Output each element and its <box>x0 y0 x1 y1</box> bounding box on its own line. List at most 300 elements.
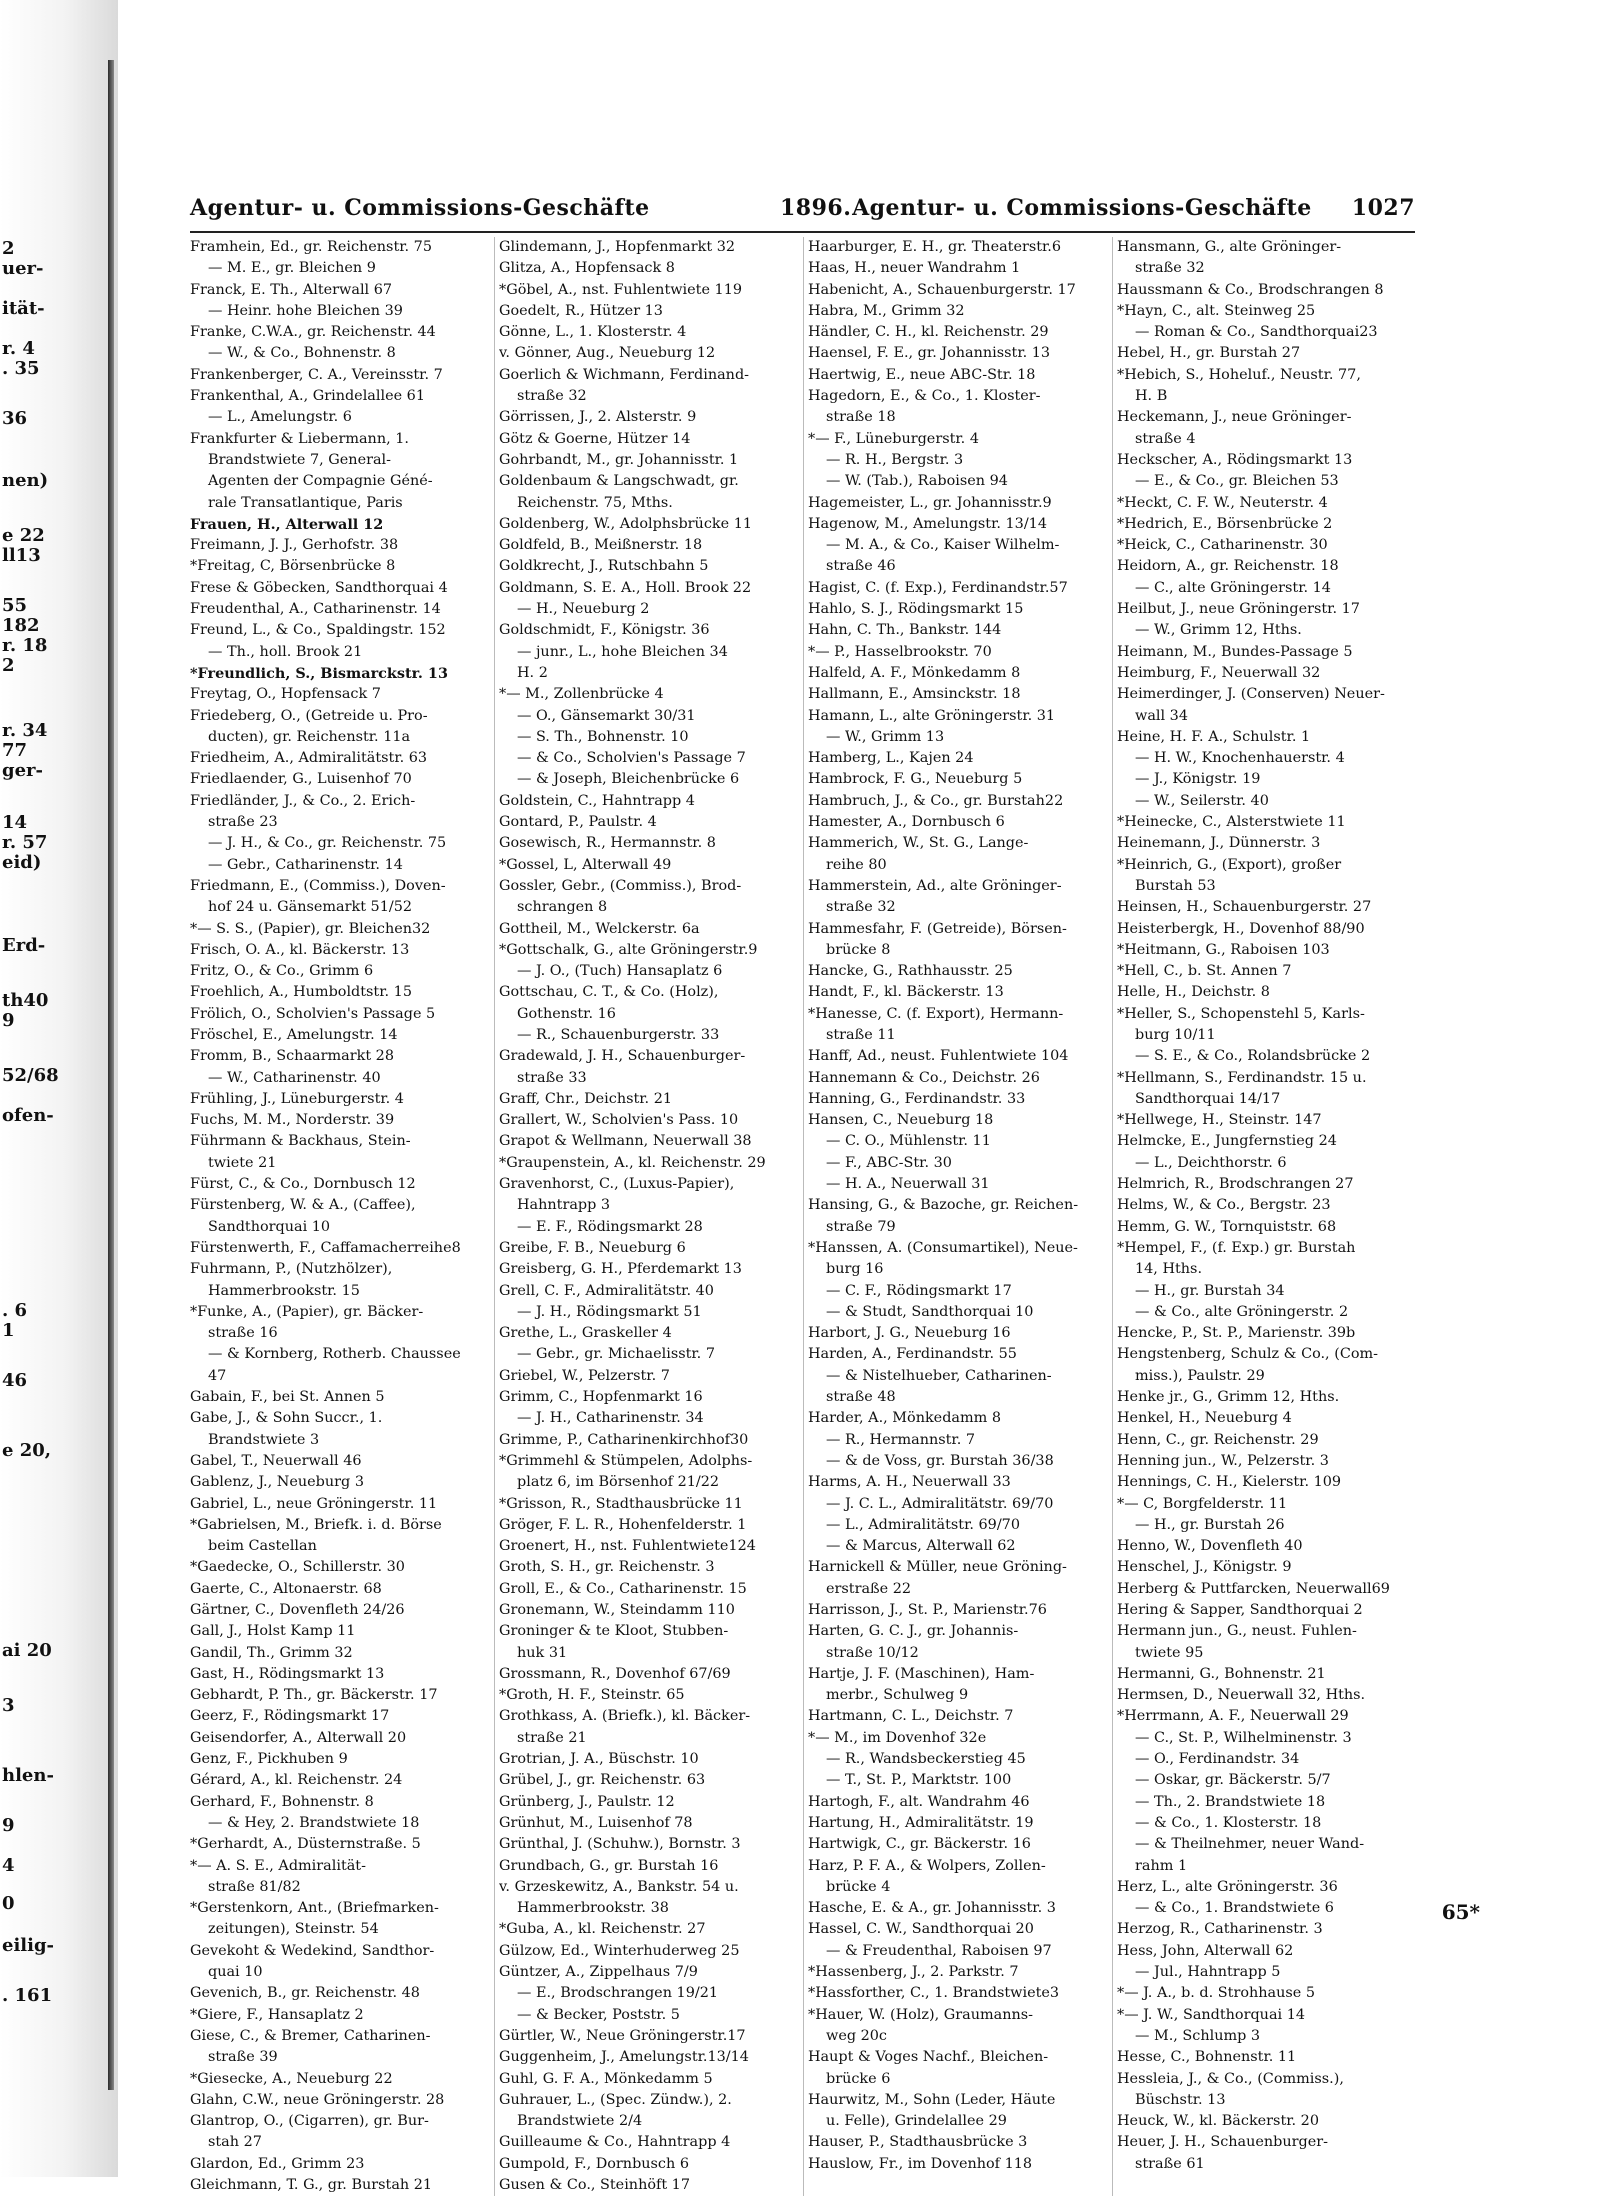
directory-entry: — E., Brodschrangen 19/21 <box>517 1985 719 2002</box>
directory-entry: straße 11 <box>826 1026 896 1043</box>
directory-entry: Herzog, R., Catharinenstr. 3 <box>1117 1921 1323 1938</box>
directory-entry: Halfeld, A. F., Mönkedamm 8 <box>808 664 1021 681</box>
directory-entry: Glardon, Ed., Grimm 23 <box>190 2155 365 2172</box>
directory-entry: — & Kornberg, Rotherb. Chaussee <box>208 1346 461 1363</box>
directory-entry: Haertwig, E., neue ABC-Str. 18 <box>808 366 1036 383</box>
directory-entry: Heimann, M., Bundes-Passage 5 <box>1117 643 1353 660</box>
directory-entry: Hartmann, C. L., Deichstr. 7 <box>808 1708 1014 1725</box>
directory-entry: Freimann, J. J., Gerhofstr. 38 <box>190 537 399 554</box>
directory-entry: *Hassforther, C., 1. Brandstwiete3 <box>808 1985 1060 2002</box>
directory-entry: Goldenberg, W., Adolphsbrücke 11 <box>499 515 753 532</box>
directory-entry: H. 2 <box>517 664 548 681</box>
directory-entry: Gleichmann, T. G., gr. Burstah 21 <box>190 2177 433 2194</box>
directory-entry: burg 10/11 <box>1135 1026 1216 1043</box>
directory-entry: platz 6, im Börsenhof 21/22 <box>517 1474 720 1491</box>
directory-entry: Hartogh, F., alt. Wandrahm 46 <box>808 1793 1030 1810</box>
directory-entry: Gröger, F. L. R., Hohenfelderstr. 1 <box>499 1516 747 1533</box>
directory-entry: Hanning, G., Ferdinandstr. 33 <box>808 1090 1026 1107</box>
directory-entry: hof 24 u. Gänsemarkt 51/52 <box>208 899 413 916</box>
directory-entry: Frankenthal, A., Grindelallee 61 <box>190 388 425 405</box>
directory-entry: burg 16 <box>826 1261 884 1278</box>
directory-entry: Grimm, C., Hopfenmarkt 16 <box>499 1389 703 1406</box>
directory-entry: straße 32 <box>826 899 896 916</box>
previous-page-fragment: uer- <box>2 258 44 279</box>
directory-entry: Brandstwiete 3 <box>208 1431 320 1448</box>
directory-entry: Hagedorn, E., & Co., 1. Kloster- <box>808 388 1041 405</box>
directory-entry: Haas, H., neuer Wandrahm 1 <box>808 260 1021 277</box>
directory-entry: Grünthal, J. (Schuhw.), Bornstr. 3 <box>499 1836 741 1853</box>
directory-entry: Gerhard, F., Bohnenstr. 8 <box>190 1793 374 1810</box>
directory-entry: Hermanni, G., Bohnenstr. 21 <box>1117 1665 1326 1682</box>
directory-entry: Harms, A. H., Neuerwall 33 <box>808 1474 1011 1491</box>
directory-entry: Guilleaume & Co., Hahntrapp 4 <box>499 2134 731 2151</box>
directory-entry: straße 33 <box>517 1069 587 1086</box>
directory-entry: Goldenbaum & Langschwadt, gr. <box>499 473 739 490</box>
directory-entry: — & Joseph, Bleichenbrücke 6 <box>517 771 740 788</box>
directory-entry: Gürtler, W., Neue Gröningerstr.17 <box>499 2027 746 2044</box>
directory-entry: Gevenich, B., gr. Reichenstr. 48 <box>190 1985 420 2002</box>
directory-entry: Görrissen, J., 2. Alsterstr. 9 <box>499 409 697 426</box>
directory-entry: — E. F., Rödingsmarkt 28 <box>517 1218 703 1235</box>
directory-entry: *Graupenstein, A., kl. Reichenstr. 29 <box>499 1154 766 1171</box>
previous-page-fragment: . 161 <box>2 1985 53 2006</box>
directory-entry: Grünhut, M., Luisenhof 78 <box>499 1814 693 1831</box>
directory-entry: Hammesfahr, F. (Getreide), Börsen- <box>808 920 1067 937</box>
directory-entry: Grothkass, A. (Briefk.), kl. Bäcker- <box>499 1708 751 1725</box>
directory-entry: Frühling, J., Lüneburgerstr. 4 <box>190 1090 404 1107</box>
directory-entry: — Oskar, gr. Bäckerstr. 5/7 <box>1135 1772 1331 1789</box>
directory-entry: miss.), Paulstr. 29 <box>1135 1367 1265 1384</box>
directory-entry: 47 <box>208 1367 227 1384</box>
directory-entry: Friedeberg, O., (Getreide u. Pro- <box>190 707 428 724</box>
page-number: 1027 <box>1351 195 1415 221</box>
directory-entry: huk 31 <box>517 1644 568 1661</box>
directory-entry: Grünberg, J., Paulstr. 12 <box>499 1793 675 1810</box>
directory-entry: Goldschmidt, F., Königstr. 36 <box>499 622 710 639</box>
directory-entry: — R., Hermannstr. 7 <box>826 1431 975 1448</box>
directory-entry: Helmcke, E., Jungfernstieg 24 <box>1117 1133 1337 1150</box>
directory-entry: — M. A., & Co., Kaiser Wilhelm- <box>826 537 1060 554</box>
directory-entry: Gebhardt, P. Th., gr. Bäckerstr. 17 <box>190 1687 438 1704</box>
directory-entry: *Grisson, R., Stadthausbrücke 11 <box>499 1495 743 1512</box>
year-label: 1896. <box>780 195 852 221</box>
directory-entry: Heuer, J. H., Schauenburger- <box>1117 2134 1329 2151</box>
directory-entry: straße 4 <box>1135 430 1196 447</box>
directory-entry: straße 79 <box>826 1218 896 1235</box>
directory-entry: *— M., im Dovenhof 32e <box>808 1729 987 1746</box>
directory-entry: Hansing, G., & Bazoche, gr. Reichen- <box>808 1197 1079 1214</box>
directory-entry: Hambruch, J., & Co., gr. Burstah22 <box>808 792 1064 809</box>
directory-entry: Burstah 53 <box>1135 877 1216 894</box>
previous-page-fragment: ität- <box>2 298 45 319</box>
directory-entry: Hannemann & Co., Deichstr. 26 <box>808 1069 1040 1086</box>
directory-entry: Hagenow, M., Amelungstr. 13/14 <box>808 515 1047 532</box>
directory-entry: — & Theilnehmer, neuer Wand- <box>1135 1836 1365 1853</box>
previous-page-fragment: eid) <box>2 852 42 873</box>
directory-entry: — Jul., Hahntrapp 5 <box>1135 1964 1281 1981</box>
directory-entry: Haarburger, E. H., gr. Theaterstr.6 <box>808 239 1062 255</box>
directory-entry: H. B <box>1135 388 1168 405</box>
directory-entry: straße 21 <box>517 1729 587 1746</box>
directory-entry: Gabriel, L., neue Gröningerstr. 11 <box>190 1495 438 1512</box>
directory-entry: Hesse, C., Bohnenstr. 11 <box>1117 2049 1297 2066</box>
directory-entry: *Freitag, C, Börsenbrücke 8 <box>190 558 396 575</box>
directory-entry: Geerz, F., Rödingsmarkt 17 <box>190 1708 390 1725</box>
directory-entry: Gülzow, Ed., Winterhuderweg 25 <box>499 1942 740 1959</box>
directory-entry: Fritz, O., & Co., Grimm 6 <box>190 963 374 980</box>
previous-page-fragment: Erd- <box>2 935 46 956</box>
directory-entry: Hambrock, F. G., Neueburg 5 <box>808 771 1023 788</box>
directory-entry: Goldmann, S. E. A., Holl. Brook 22 <box>499 579 752 596</box>
previous-page-fragment: . 6 <box>2 1300 28 1321</box>
directory-entry: *Heinrich, G., (Export), großer <box>1117 856 1342 873</box>
directory-entry: Gevekoht & Wedekind, Sandthor- <box>190 1942 435 1959</box>
directory-entry: *Heckt, C. F. W., Neuterstr. 4 <box>1117 494 1328 511</box>
directory-entry: brücke 6 <box>826 2070 891 2087</box>
directory-entry: Hartje, J. F. (Maschinen), Ham- <box>808 1665 1035 1682</box>
previous-page-fragment: 1 <box>2 1320 15 1341</box>
column-1 <box>190 237 488 2196</box>
directory-entry: zeitungen), Steinstr. 54 <box>208 1921 379 1938</box>
directory-entry: — C., St. P., Wilhelminenstr. 3 <box>1135 1729 1352 1746</box>
directory-entry: *Hempel, F., (f. Exp.) gr. Burstah <box>1117 1239 1356 1256</box>
previous-page-fragment: r. 34 <box>2 720 48 741</box>
directory-entry: — H., gr. Burstah 26 <box>1135 1516 1285 1533</box>
directory-entry: — & Studt, Sandthorquai 10 <box>826 1303 1034 1320</box>
directory-entry: Glitza, A., Hopfensack 8 <box>499 260 675 277</box>
directory-entry: Gabain, F., bei St. Annen 5 <box>190 1389 385 1406</box>
directory-entry: Hansen, C., Neueburg 18 <box>808 1112 994 1129</box>
directory-entry: *— S. S., (Papier), gr. Bleichen32 <box>190 920 431 937</box>
directory-entry: Hamester, A., Dornbusch 6 <box>808 814 1005 831</box>
directory-entry: — E., & Co., gr. Bleichen 53 <box>1135 473 1339 490</box>
directory-entry: beim Castellan <box>208 1538 317 1555</box>
directory-entry: *Hellmann, S., Ferdinandstr. 15 u. <box>1117 1069 1367 1086</box>
directory-entry: *— M., Zollenbrücke 4 <box>499 686 664 703</box>
directory-entry: — W. (Tab.), Raboisen 94 <box>826 473 1008 490</box>
directory-entry: *— P., Hasselbrookstr. 70 <box>808 643 992 660</box>
directory-entry: *Hedrich, E., Börsenbrücke 2 <box>1117 515 1333 532</box>
directory-entry: Hauslow, Fr., im Dovenhof 118 <box>808 2155 1033 2172</box>
directory-entry: Fuhrmann, P., (Nutzhölzer), <box>190 1261 393 1278</box>
directory-entry: Gabe, J., & Sohn Succr., 1. <box>190 1410 383 1427</box>
signature-mark: 65* <box>1441 1900 1480 1924</box>
directory-entry: *Funke, A., (Papier), gr. Bäcker- <box>190 1303 424 1320</box>
directory-entry: stah 27 <box>208 2134 262 2151</box>
directory-entry: — W., Catharinenstr. 40 <box>208 1069 381 1086</box>
directory-entry: Henning jun., W., Pelzerstr. 3 <box>1117 1452 1329 1469</box>
previous-page-fragment: 52/68 <box>2 1065 59 1086</box>
directory-entry: Geisendorfer, A., Alterwall 20 <box>190 1729 407 1746</box>
directory-entry: — C., alte Gröningerstr. 14 <box>1135 579 1331 596</box>
running-header <box>190 195 1415 227</box>
directory-entry: Gottheil, M., Welckerstr. 6a <box>499 920 700 937</box>
directory-entry: *Hassenberg, J., 2. Parkstr. 7 <box>808 1964 1019 1981</box>
directory-entry: Fürstenberg, W. & A., (Caffee), <box>190 1197 416 1214</box>
directory-entry: Hencke, P., St. P., Marienstr. 39b <box>1117 1325 1356 1342</box>
directory-entry: Groenert, H., nst. Fuhlentwiete124 <box>499 1538 756 1555</box>
directory-entry: Habra, M., Grimm 32 <box>808 302 965 319</box>
previous-page-fragment: r. 57 <box>2 832 48 853</box>
previous-page-fragment: hlen- <box>2 1765 54 1786</box>
directory-entry: Agenten der Compagnie Géné- <box>208 473 433 490</box>
directory-entry: Hanff, Ad., neust. Fuhlentwiete 104 <box>808 1048 1069 1065</box>
previous-page-fragment: 36 <box>2 408 28 429</box>
directory-entry: Hermann jun., G., neust. Fuhlen- <box>1117 1623 1357 1640</box>
directory-entry: — & Co., Scholvien's Passage 7 <box>517 750 746 767</box>
directory-entry: Hamberg, L., Kajen 24 <box>808 750 974 767</box>
directory-entry: Gérard, A., kl. Reichenstr. 24 <box>190 1772 403 1789</box>
directory-entry: Gradewald, J. H., Schauenburger- <box>499 1048 746 1065</box>
directory-entry: Gandil, Th., Grimm 32 <box>190 1644 353 1661</box>
directory-entry: *— J. A., b. d. Strohhause 5 <box>1117 1985 1315 2002</box>
directory-entry: — O., Ferdinandstr. 34 <box>1135 1751 1300 1768</box>
directory-entry: — & Hey, 2. Brandstwiete 18 <box>208 1814 420 1831</box>
directory-entry: Hahntrapp 3 <box>517 1197 611 1214</box>
directory-entry: Hess, John, Alterwall 62 <box>1117 1942 1294 1959</box>
directory-entry: — W., & Co., Bohnenstr. 8 <box>208 345 396 362</box>
directory-entry: Friedlaender, G., Luisenhof 70 <box>190 771 412 788</box>
directory-entry: Hartwigk, C., gr. Bäckerstr. 16 <box>808 1836 1031 1853</box>
previous-page-fragment: 0 <box>2 1893 15 1914</box>
directory-entry: Harz, P. F. A., & Wolpers, Zollen- <box>808 1857 1046 1874</box>
directory-entry: Hemm, G. W., Tornquiststr. 68 <box>1117 1218 1337 1235</box>
directory-entry: *Hauer, W. (Holz), Graumanns- <box>808 2006 1033 2023</box>
directory-entry: — L., Admiralitätstr. 69/70 <box>826 1516 1020 1533</box>
directory-entry: *Gossel, L, Alterwall 49 <box>499 856 672 873</box>
directory-entry: Grapot & Wellmann, Neuerwall 38 <box>499 1133 752 1150</box>
directory-entry: Heimerdinger, J. (Conserven) Neuer- <box>1117 686 1385 703</box>
directory-entry: Gumpold, F., Dornbusch 6 <box>499 2155 689 2172</box>
previous-page-fragment: e 20, <box>2 1440 52 1461</box>
directory-entry: Harden, A., Ferdinandstr. 55 <box>808 1346 1017 1363</box>
directory-entry: straße 81/82 <box>208 1878 301 1895</box>
directory-entry: Guggenheim, J., Amelungstr.13/14 <box>499 2049 749 2066</box>
directory-entry: — & Co., alte Gröningerstr. 2 <box>1135 1303 1349 1320</box>
directory-entry: *Gerhardt, A., Düsternstraße. 5 <box>190 1836 421 1853</box>
directory-entry: — M. E., gr. Bleichen 9 <box>208 260 376 277</box>
directory-entry: Heuck, W., kl. Bäckerstr. 20 <box>1117 2113 1319 2130</box>
column-4 <box>1112 237 1415 2196</box>
directory-entry: *Göbel, A., nst. Fuhlentwiete 119 <box>499 281 743 298</box>
directory-entry: Sandthorquai 14/17 <box>1135 1090 1281 1107</box>
directory-entry: Gosewisch, R., Hermannstr. 8 <box>499 835 716 852</box>
directory-entry: — Gebr., gr. Michaelisstr. 7 <box>517 1346 715 1363</box>
directory-entry: *Gaedecke, O., Schillerstr. 30 <box>190 1559 405 1576</box>
directory-entry: Groth, S. H., gr. Reichenstr. 3 <box>499 1559 715 1576</box>
column-3 <box>803 237 1106 2196</box>
directory-entry: Hahn, C. Th., Bankstr. 144 <box>808 622 1002 639</box>
directory-entry: *— J. W., Sandthorquai 14 <box>1117 2006 1306 2023</box>
previous-page-fragment: 14 <box>2 812 28 833</box>
directory-entry: Harnickell & Müller, neue Gröning- <box>808 1559 1067 1576</box>
directory-entry: twiete 21 <box>208 1154 277 1171</box>
directory-entry: — T., St. P., Marktstr. 100 <box>826 1772 1012 1789</box>
directory-entry: Guhl, G. F. A., Mönkedamm 5 <box>499 2070 713 2087</box>
directory-entry: Hengstenberg, Schulz & Co., (Com- <box>1117 1346 1379 1363</box>
directory-entry: — H., gr. Burstah 34 <box>1135 1282 1285 1299</box>
directory-entry: straße 18 <box>826 409 896 426</box>
directory-entry: Hammerbrookstr. 15 <box>208 1282 360 1299</box>
previous-page-fragment: 3 <box>2 1695 15 1716</box>
directory-entry: *Giere, F., Hansaplatz 2 <box>190 2006 364 2023</box>
directory-entry: Hansmann, G., alte Gröninger- <box>1117 239 1342 255</box>
directory-entry: — W., Seilerstr. 40 <box>1135 792 1269 809</box>
directory-entry: Guhrauer, L., (Spec. Zündw.), 2. <box>499 2091 732 2108</box>
directory-entry: ducten), gr. Reichenstr. 11a <box>208 728 411 745</box>
directory-entry: *Heller, S., Schopenstehl 5, Karls- <box>1117 1005 1365 1022</box>
directory-entry: Glahn, C.W., neue Gröningerstr. 28 <box>190 2091 445 2108</box>
directory-entry: Grotrian, J. A., Büschstr. 10 <box>499 1751 699 1768</box>
directory-entry: Hancke, G., Rathhausstr. 25 <box>808 963 1013 980</box>
directory-entry: Froehlich, A., Humboldtstr. 15 <box>190 984 412 1001</box>
directory-entry: v. Gönner, Aug., Neueburg 12 <box>499 345 716 362</box>
directory-entry: Haupt & Voges Nachf., Bleichen- <box>808 2049 1049 2066</box>
directory-entry: Groninger & te Kloot, Stubben- <box>499 1623 729 1640</box>
directory-entry: *Heinecke, C., Alsterstwiete 11 <box>1117 814 1346 831</box>
directory-entry: *— F., Lüneburgerstr. 4 <box>808 430 979 447</box>
previous-page-fragment: 182 <box>2 615 40 636</box>
directory-entry: Hammerstein, Ad., alte Gröninger- <box>808 877 1062 894</box>
directory-entry: Frankfurter & Liebermann, 1. <box>190 430 409 447</box>
directory-entry: Henkel, H., Neueburg 4 <box>1117 1410 1292 1427</box>
directory-entry: — & Freudenthal, Raboisen 97 <box>826 1942 1052 1959</box>
directory-entry: Heimburg, F., Neuerwall 32 <box>1117 664 1321 681</box>
directory-entry: Heinsen, H., Schauenburgerstr. 27 <box>1117 899 1372 916</box>
directory-entry: — J. C. L., Admiralitätstr. 69/70 <box>826 1495 1054 1512</box>
directory-entry: *Herrmann, A. F., Neuerwall 29 <box>1117 1708 1349 1725</box>
directory-entry: Henke jr., G., Grimm 12, Hths. <box>1117 1389 1340 1406</box>
directory-entry: straße 16 <box>208 1325 278 1342</box>
directory-entry: Gall, J., Holst Kamp 11 <box>190 1623 356 1640</box>
directory-entry: Greibe, F. B., Neueburg 6 <box>499 1239 686 1256</box>
directory-entry: *— C, Borgfelderstr. 11 <box>1117 1495 1288 1512</box>
directory-entry: Handt, F., kl. Bäckerstr. 13 <box>808 984 1004 1001</box>
directory-entry: Greisberg, G. H., Pferdemarkt 13 <box>499 1261 742 1278</box>
previous-page-fragment: eilig- <box>2 1935 55 1956</box>
directory-entry: Hebel, H., gr. Burstah 27 <box>1117 345 1301 362</box>
left-running-title: Agentur- u. Commissions-Geschäfte <box>190 195 650 221</box>
directory-entry: Hagemeister, L., gr. Johannisstr.9 <box>808 494 1052 511</box>
directory-entry: Genz, F., Pickhuben 9 <box>190 1751 348 1768</box>
directory-entry: Hering & Sapper, Sandthorquai 2 <box>1117 1602 1363 1618</box>
directory-entry: Heinemann, J., Dünnerstr. 3 <box>1117 835 1321 852</box>
previous-page-fragment: 77 <box>2 740 28 761</box>
previous-page-fragment: 46 <box>2 1370 28 1391</box>
directory-entry: straße 23 <box>208 814 278 831</box>
directory-entry: — C. O., Mühlenstr. 11 <box>826 1133 991 1150</box>
column-2 <box>494 237 797 2196</box>
directory-entry: — Roman & Co., Sandthorquai23 <box>1135 324 1378 341</box>
directory-entry: Grübel, J., gr. Reichenstr. 63 <box>499 1772 706 1789</box>
directory-entry: Gohrbandt, M., gr. Johannisstr. 1 <box>499 451 739 468</box>
directory-entry: Frankenberger, C. A., Vereinsstr. 7 <box>190 366 443 383</box>
previous-page-fragment: 9 <box>2 1815 15 1836</box>
directory-entry: — H. A., Neuerwall 31 <box>826 1176 990 1193</box>
directory-entry: *Giesecke, A., Neueburg 22 <box>190 2070 393 2087</box>
directory-entry: v. Grzeskewitz, A., Bankstr. 54 u. <box>499 1878 739 1895</box>
right-running-title: Agentur- u. Commissions-Geschäfte <box>852 195 1312 221</box>
directory-entry: — H., Neueburg 2 <box>517 601 650 618</box>
directory-entry: Brandstwiete 2/4 <box>517 2113 643 2130</box>
directory-entry: Giese, C., & Bremer, Catharinen- <box>190 2027 431 2044</box>
previous-page-fragment: nen) <box>2 470 49 491</box>
previous-page-fragment: e 22 <box>2 525 45 546</box>
directory-entry: Gast, H., Rödingsmarkt 13 <box>190 1665 385 1682</box>
directory-entry: *Guba, A., kl. Reichenstr. 27 <box>499 1921 706 1938</box>
previous-page-fragment: r. 18 <box>2 635 48 656</box>
directory-page <box>190 195 1415 2194</box>
directory-entry: u. Felle), Grindelallee 29 <box>826 2113 1007 2130</box>
directory-entry: quai 10 <box>208 1964 263 1981</box>
directory-entry: Büschstr. 13 <box>1135 2091 1226 2108</box>
directory-entry: Goldkrecht, J., Rutschbahn 5 <box>499 558 709 575</box>
directory-entry: Führmann & Backhaus, Stein- <box>190 1133 411 1150</box>
directory-entry: Heckscher, A., Rödingsmarkt 13 <box>1117 451 1353 468</box>
directory-entry: Grell, C. F., Admiralitätstr. 40 <box>499 1282 714 1299</box>
directory-entry: *Hellwege, H., Steinstr. 147 <box>1117 1112 1322 1129</box>
directory-entry: *Hayn, C., alt. Steinweg 25 <box>1117 302 1316 319</box>
directory-entry: Herz, L., alte Gröningerstr. 36 <box>1117 1878 1338 1895</box>
directory-entry: Groll, E., & Co., Catharinenstr. 15 <box>499 1580 747 1597</box>
directory-entry: Freund, L., & Co., Spaldingstr. 152 <box>190 622 446 639</box>
directory-entry: — S. Th., Bohnenstr. 10 <box>517 728 689 745</box>
directory-entry: Freudenthal, A., Catharinenstr. 14 <box>190 601 441 618</box>
directory-entry: Hartung, H., Admiralitätstr. 19 <box>808 1814 1034 1831</box>
directory-entry: Gronemann, W., Steindamm 110 <box>499 1602 735 1618</box>
directory-entry: Sandthorquai 10 <box>208 1218 331 1235</box>
directory-entry: Frölich, O., Scholvien's Passage 5 <box>190 1005 436 1022</box>
directory-entry: Grethe, L., Graskeller 4 <box>499 1325 672 1342</box>
directory-entry: Goerlich & Wichmann, Ferdinand- <box>499 366 750 383</box>
directory-entry: *Heick, C., Catharinenstr. 30 <box>1117 537 1328 554</box>
directory-entry: *Gottschalk, G., alte Gröningerstr.9 <box>499 941 758 958</box>
directory-entry: straße 61 <box>1135 2155 1205 2172</box>
directory-entry: Heilbut, J., neue Gröningerstr. 17 <box>1117 601 1360 618</box>
directory-entry: — Th., holl. Brook 21 <box>208 643 363 660</box>
directory-entry: — J. H., Catharinenstr. 34 <box>517 1410 704 1427</box>
directory-entry: weg 20c <box>826 2027 887 2044</box>
directory-entry: Fromm, B., Schaarmarkt 28 <box>190 1048 394 1065</box>
directory-entry: Harbort, J. G., Neueburg 16 <box>808 1325 1011 1342</box>
previous-page-fragment: ofen- <box>2 1105 54 1126</box>
directory-entry: — & de Voss, gr. Burstah 36/38 <box>826 1452 1054 1469</box>
previous-page-fragment: 2 <box>2 655 15 676</box>
directory-entry: wall 34 <box>1135 707 1188 724</box>
directory-entry: Heisterbergk, H., Dovenhof 88/90 <box>1117 920 1365 937</box>
directory-entry: — R., Wandsbeckerstieg 45 <box>826 1751 1026 1768</box>
directory-entry: rahm 1 <box>1135 1857 1188 1874</box>
directory-entry: Hessleia, J., & Co., (Commiss.), <box>1117 2070 1344 2087</box>
directory-entry: *— A. S. E., Admiralität- <box>190 1857 366 1874</box>
directory-entry: Framhein, Ed., gr. Reichenstr. 75 <box>190 239 432 255</box>
previous-page-fragment: ai 20 <box>2 1640 52 1661</box>
directory-entry: Brandstwiete 7, General- <box>208 451 392 468</box>
entry-columns <box>190 237 1415 2196</box>
directory-entry: straße 48 <box>826 1389 896 1406</box>
directory-entry: *Freundlich, S., Bismarckstr. 13 <box>190 664 448 682</box>
directory-entry: Gönne, L., 1. Klosterstr. 4 <box>499 324 687 341</box>
previous-page-margin <box>0 0 118 2177</box>
directory-entry: Fürstenwerth, F., Caffamacherreihe8 <box>190 1239 461 1256</box>
directory-entry: — J. O., (Tuch) Hansaplatz 6 <box>517 963 723 980</box>
directory-entry: Goldstein, C., Hahntrapp 4 <box>499 792 695 809</box>
directory-entry: — Th., 2. Brandstwiete 18 <box>1135 1793 1326 1810</box>
directory-entry: — & Co., 1. Klosterstr. 18 <box>1135 1814 1322 1831</box>
directory-entry: Helms, W., & Co., Bergstr. 23 <box>1117 1197 1331 1214</box>
directory-entry: Gossler, Gebr., (Commiss.), Brod- <box>499 877 742 894</box>
directory-entry: Hasche, E. & A., gr. Johannisstr. 3 <box>808 1900 1056 1917</box>
